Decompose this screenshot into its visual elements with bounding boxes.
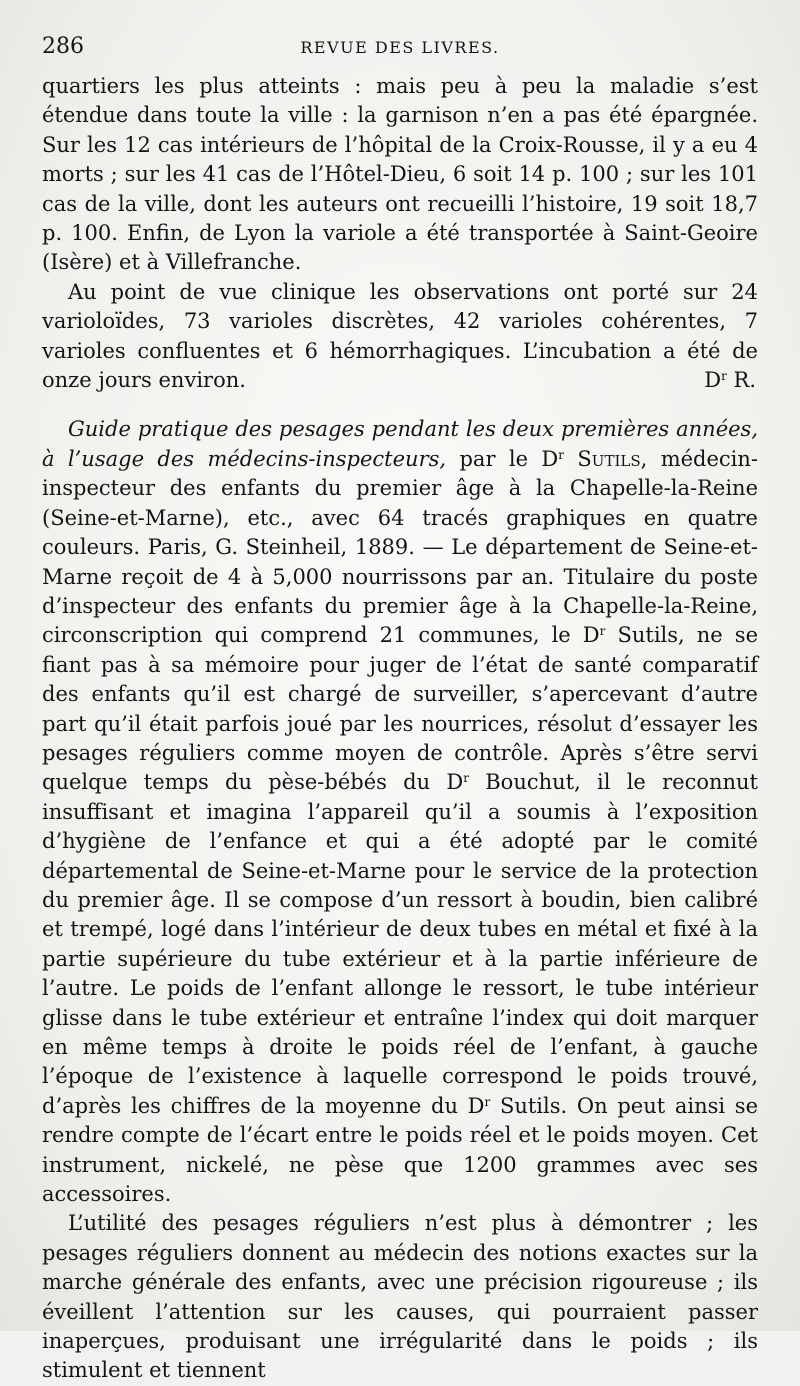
paragraph-clinical: Au point de vue clinique les observations ont porté sur 24 varioloïdes, 73 varioles discrètes, 42 varioles cohérentes, 7 varioles confluentes et 6 hémorrhagiques. L’incubation a été de onze jours environ. [42,279,758,393]
signature-sup: r [721,369,727,384]
review-title: Guide pratique des pesages pendant les deux premières années, à l’usage des médecins-inspecteurs, [42,417,758,471]
review-sup-2: r [463,771,469,786]
review-by-sup: r [558,447,565,462]
signature-d: D [704,368,722,393]
review-mid-1: Sutils, ne se fiant pas à sa mémoire pour juger de l’état de santé comparatif des enfants qu’il est chargé de surveiller, s’apercevant d’autre part qu’il était parfois joué par les nourrices, résolut d’essayer les pesages réguliers comme moyen de contrôle. Après s’être servi quelque temps du pèse-bébés du D [42,623,758,795]
page-header [42,34,758,62]
review-intro: médecin-inspecteur des enfants du premier âge à la Chapelle-la-Reine (Seine-et-Marne), etc., avec 64 tracés graphiques en quatre couleurs. Paris, G. Steinheil, 1889. — Le département de Seine-et-Marne reçoit de 4 à 5,000 nourrissons par an. Titulaire du poste d’inspecteur des enfants du premier âge à la Chapelle-la-Reine, circonscription qui comprend 21 communes, le D [42,446,759,648]
review-paragraph [42,415,758,1209]
paragraph-continuation: quartiers les plus atteints : mais peu à peu la maladie s’est étendue dans toute la ville : la garnison n’en a pas été épargnée. Sur les 12 cas intérieurs de l’hôpital de la Croix-Rousse, il y a eu 4 morts ; sur les 41 cas de l’Hôtel-Dieu, 6 soit 14 p. 100 ; sur les 101 cas de la ville, dont les auteurs ont recueilli l’histoire, 19 soit 18,7 p. 100. Enfin, de Lyon la variole a été transportée à Saint-Geoire (Isère) et à Villefranche. [42,74,758,275]
signature-name: R. [726,368,756,393]
review-by: par le D [446,446,559,471]
body-text [42,72,758,1386]
page-number: 286 [42,34,84,59]
running-head: REVUE DES LIVRES. [300,38,500,57]
section-gap [42,395,758,415]
review-author: Sutils, [564,446,648,471]
paragraph-utility: L’utilité des pesages réguliers n’est plus à démontrer ; les pesages réguliers donnent au médecin des notions exactes sur la marche générale des enfants, avec une précision rigoureuse ; ils éveillent l’attention sur les causes, qui pourraient passer inaperçues, produisant une irrégularité dans le poids ; ils stimulent et tiennent [42,1211,758,1383]
review-sup-1: r [599,624,606,639]
review-end: Sutils. On peut ainsi se rendre compte de l’écart entre le poids réel et le poids moyen. Cet instrument, nickelé, ne pèse que 1200 grammes avec ses accessoires. [42,1093,759,1207]
review-mid-2: Bouchut, il le reconnut insuffisant et imagina l’appareil qu’il a soumis à l’exposition d’hygiène de l’enfance et qui a été adopté par le comité départemental de Seine-et-Marne pour le service de la protection du premier âge. Il se compose d’un ressort à boudin, bien calibré et trempé, logé dans l’intérieur de deux tubes en métal et fixé à la partie supérieure du tube extérieur et à la partie inférieure de l’autre. Le poids de l’enfant allonge le ressort, le tube intérieur glisse dans le tube extérieur et entraîne l’index qui doit marquer en même temps à droite le poids réel de l’enfant, à gauche l’époque de l’existence à laquelle correspond le poids trouvé, d’après les chiffres de la moyenne du D [42,770,758,1118]
review-sup-3: r [484,1094,491,1109]
